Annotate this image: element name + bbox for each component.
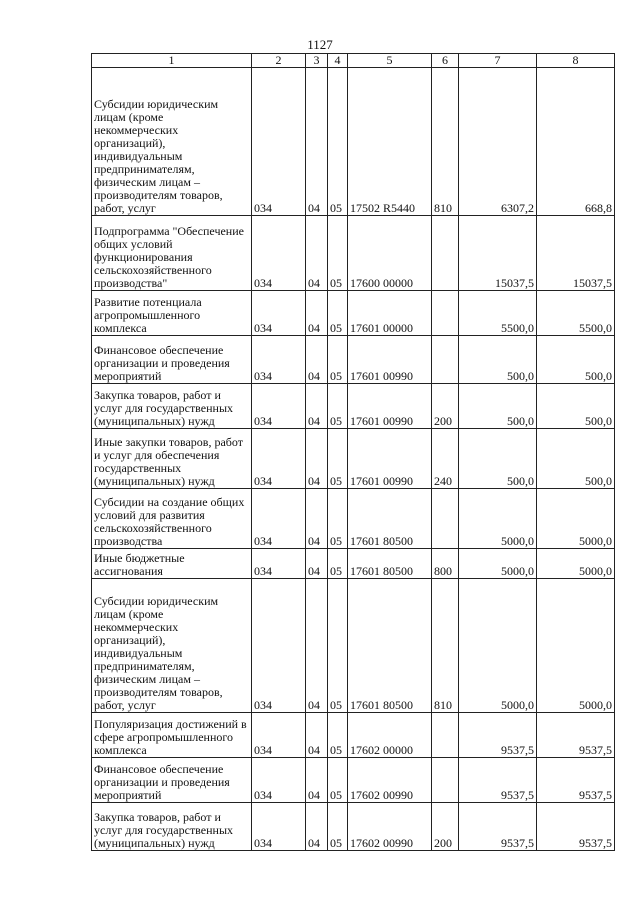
amount-col7: 6307,2 [459, 68, 537, 216]
expense-type: 800 [432, 549, 459, 579]
admin-code: 034 [252, 429, 306, 489]
target-article: 17601 80500 [348, 489, 432, 549]
header-row [92, 54, 615, 68]
amount-col8: 5000,0 [537, 579, 615, 713]
expense-type: 240 [432, 429, 459, 489]
expense-type: 810 [432, 68, 459, 216]
section-code: 04 [306, 489, 328, 549]
amount-col7: 500,0 [459, 429, 537, 489]
section-code: 04 [306, 713, 328, 758]
subsection-code: 05 [328, 579, 348, 713]
section-code: 04 [306, 291, 328, 336]
expense-type [432, 291, 459, 336]
subsection-code: 05 [328, 489, 348, 549]
expense-type [432, 758, 459, 803]
row-name: Субсидии на создание общих условий для развития сельскохозяйственного производства [92, 489, 252, 549]
amount-col7: 9537,5 [459, 758, 537, 803]
column-header: 5 [348, 54, 432, 68]
amount-col7: 9537,5 [459, 803, 537, 851]
subsection-code: 05 [328, 429, 348, 489]
amount-col8: 668,8 [537, 68, 615, 216]
column-header: 7 [459, 54, 537, 68]
table-row [92, 758, 615, 803]
section-code: 04 [306, 758, 328, 803]
table-row [92, 216, 615, 291]
admin-code: 034 [252, 384, 306, 429]
page-number: 1127 [307, 37, 333, 52]
table-row [92, 291, 615, 336]
amount-col8: 9537,5 [537, 758, 615, 803]
amount-col8: 5000,0 [537, 549, 615, 579]
row-name: Субсидии юридическим лицам (кроме некоммерческих организаций), индивидуальным предпринимателям, физическим лицам – производителям товаров, работ, услуг [92, 68, 252, 216]
amount-col8: 15037,5 [537, 216, 615, 291]
admin-code: 034 [252, 291, 306, 336]
target-article: 17601 00000 [348, 291, 432, 336]
amount-col7: 5000,0 [459, 579, 537, 713]
table-row [92, 429, 615, 489]
table-row [92, 384, 615, 429]
row-name: Иные бюджетные ассигнования [92, 549, 252, 579]
target-article: 17601 00990 [348, 429, 432, 489]
admin-code: 034 [252, 549, 306, 579]
admin-code: 034 [252, 579, 306, 713]
column-header: 6 [432, 54, 459, 68]
target-article: 17601 80500 [348, 549, 432, 579]
subsection-code: 05 [328, 216, 348, 291]
expense-type [432, 489, 459, 549]
expense-type [432, 713, 459, 758]
table-row [92, 336, 615, 384]
section-code: 04 [306, 579, 328, 713]
admin-code: 034 [252, 758, 306, 803]
amount-col8: 9537,5 [537, 803, 615, 851]
subsection-code: 05 [328, 758, 348, 803]
row-name: Финансовое обеспечение организации и проведения мероприятий [92, 758, 252, 803]
subsection-code: 05 [328, 713, 348, 758]
section-code: 04 [306, 336, 328, 384]
subsection-code: 05 [328, 68, 348, 216]
admin-code: 034 [252, 713, 306, 758]
amount-col8: 5000,0 [537, 489, 615, 549]
admin-code: 034 [252, 216, 306, 291]
column-header: 3 [306, 54, 328, 68]
section-code: 04 [306, 803, 328, 851]
amount-col7: 5000,0 [459, 489, 537, 549]
column-header: 4 [328, 54, 348, 68]
target-article: 17601 80500 [348, 579, 432, 713]
row-name: Иные закупки товаров, работ и услуг для обеспечения государственных (муниципальных) нужд [92, 429, 252, 489]
amount-col8: 5500,0 [537, 291, 615, 336]
admin-code: 034 [252, 803, 306, 851]
target-article: 17602 00990 [348, 803, 432, 851]
expense-type: 200 [432, 384, 459, 429]
column-header: 8 [537, 54, 615, 68]
budget-table [91, 53, 615, 851]
section-code: 04 [306, 68, 328, 216]
amount-col7: 9537,5 [459, 713, 537, 758]
section-code: 04 [306, 549, 328, 579]
row-name: Закупка товаров, работ и услуг для государственных (муниципальных) нужд [92, 384, 252, 429]
amount-col7: 15037,5 [459, 216, 537, 291]
amount-col8: 500,0 [537, 336, 615, 384]
target-article: 17602 00990 [348, 758, 432, 803]
table-row [92, 549, 615, 579]
column-header: 1 [92, 54, 252, 68]
table-row [92, 803, 615, 851]
subsection-code: 05 [328, 291, 348, 336]
row-name: Популяризация достижений в сфере агропромышленного комплекса [92, 713, 252, 758]
admin-code: 034 [252, 336, 306, 384]
target-article: 17601 00990 [348, 384, 432, 429]
target-article: 17502 R5440 [348, 68, 432, 216]
section-code: 04 [306, 216, 328, 291]
amount-col7: 500,0 [459, 384, 537, 429]
amount-col8: 9537,5 [537, 713, 615, 758]
table-row [92, 579, 615, 713]
subsection-code: 05 [328, 549, 348, 579]
amount-col7: 5500,0 [459, 291, 537, 336]
subsection-code: 05 [328, 384, 348, 429]
admin-code: 034 [252, 489, 306, 549]
row-name: Развитие потенциала агропромышленного комплекса [92, 291, 252, 336]
expense-type: 810 [432, 579, 459, 713]
amount-col7: 500,0 [459, 336, 537, 384]
row-name: Закупка товаров, работ и услуг для государственных (муниципальных) нужд [92, 803, 252, 851]
column-header: 2 [252, 54, 306, 68]
table-row [92, 489, 615, 549]
target-article: 17601 00990 [348, 336, 432, 384]
subsection-code: 05 [328, 803, 348, 851]
amount-col8: 500,0 [537, 429, 615, 489]
admin-code: 034 [252, 68, 306, 216]
expense-type: 200 [432, 803, 459, 851]
table-row [92, 713, 615, 758]
amount-col8: 500,0 [537, 384, 615, 429]
amount-col7: 5000,0 [459, 549, 537, 579]
row-name: Финансовое обеспечение организации и проведения мероприятий [92, 336, 252, 384]
section-code: 04 [306, 384, 328, 429]
expense-type [432, 216, 459, 291]
table-row [92, 68, 615, 216]
row-name: Субсидии юридическим лицам (кроме некоммерческих организаций), индивидуальным предпринимателям, физическим лицам – производителям товаров, работ, услуг [92, 579, 252, 713]
section-code: 04 [306, 429, 328, 489]
subsection-code: 05 [328, 336, 348, 384]
expense-type [432, 336, 459, 384]
target-article: 17600 00000 [348, 216, 432, 291]
target-article: 17602 00000 [348, 713, 432, 758]
row-name: Подпрограмма "Обеспечение общих условий функционирования сельскохозяйственного производства" [92, 216, 252, 291]
